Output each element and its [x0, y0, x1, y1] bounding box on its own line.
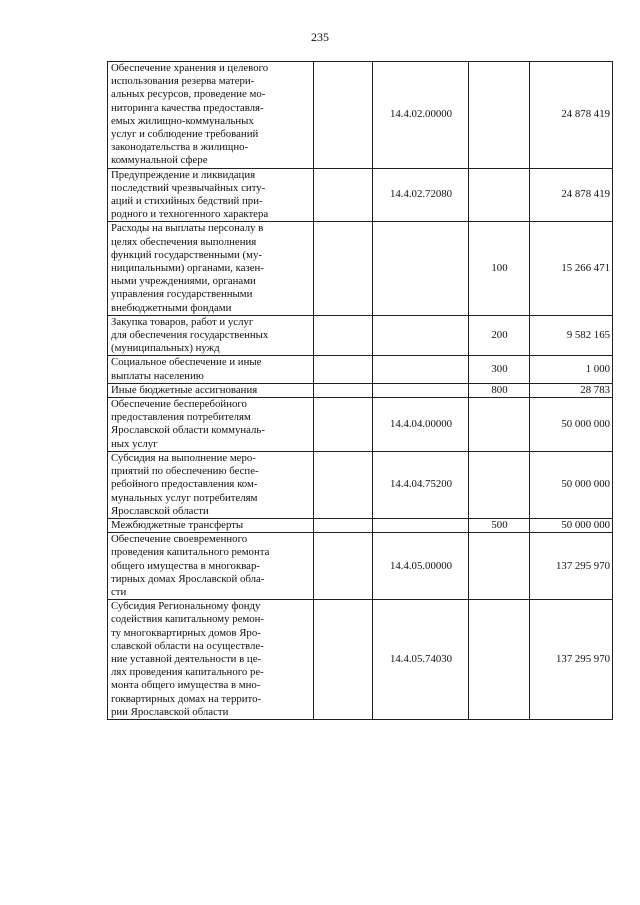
row-type [469, 398, 530, 452]
row-name: Иные бюджетные ассигнования [108, 383, 314, 397]
row-amount: 9 582 165 [530, 315, 613, 356]
row-type: 800 [469, 383, 530, 397]
row-type [469, 533, 530, 600]
row-section [314, 451, 373, 518]
row-amount: 137 295 970 [530, 533, 613, 600]
row-name: Обеспечение бесперебойного предоставления потребителям Ярославской области коммуналь- ных услуг [108, 398, 314, 452]
row-type: 300 [469, 356, 530, 383]
row-name: Предупреждение и ликвидация последствий чрезвычайных ситу- аций и стихийных бедствий при- родного и техногенного характера [108, 168, 314, 222]
row-type: 500 [469, 518, 530, 532]
row-section [314, 518, 373, 532]
row-section [314, 600, 373, 720]
row-name: Межбюджетные трансферты [108, 518, 314, 532]
table-row [108, 62, 613, 169]
page-number: 235 [311, 30, 329, 44]
row-name: Субсидия Региональному фонду содействия капитальному ремон- ту многоквартирных домов Яро- славской области на осуществле- ние уставной деятельности в це- лях проведения капитального ре- монта общего имущества в мно- гоквартирных домах на террито- рии Ярославской области [108, 600, 314, 720]
row-type [469, 451, 530, 518]
table-row [108, 600, 613, 720]
table-row [108, 518, 613, 532]
row-section [314, 398, 373, 452]
row-amount: 50 000 000 [530, 518, 613, 532]
table-row [108, 451, 613, 518]
row-code [373, 315, 469, 356]
row-code [373, 383, 469, 397]
table-row [108, 398, 613, 452]
row-type: 200 [469, 315, 530, 356]
table-row [108, 222, 613, 315]
row-amount: 137 295 970 [530, 600, 613, 720]
row-name: Социальное обеспечение и иные выплаты населению [108, 356, 314, 383]
row-amount: 24 878 419 [530, 62, 613, 169]
row-type: 100 [469, 222, 530, 315]
row-section [314, 383, 373, 397]
row-type [469, 168, 530, 222]
row-section [314, 168, 373, 222]
row-section [314, 533, 373, 600]
row-type [469, 62, 530, 169]
budget-table [107, 61, 613, 720]
row-amount: 24 878 419 [530, 168, 613, 222]
table-row [108, 356, 613, 383]
row-amount: 28 783 [530, 383, 613, 397]
row-amount: 50 000 000 [530, 398, 613, 452]
row-code: 14.4.04.00000 [373, 398, 469, 452]
row-section [314, 62, 373, 169]
row-section [314, 356, 373, 383]
row-name: Расходы на выплаты персоналу в целях обеспечения выполнения функций государственными (му- ниципальными) органами, казен- ными учреждениями, органами управления государственными внебюджетными фондами [108, 222, 314, 315]
row-code [373, 518, 469, 532]
row-name: Субсидия на выполнение меро- приятий по обеспечению беспе- ребойного предоставления ком- мунальных услуг потребителям Ярославской области [108, 451, 314, 518]
row-code [373, 356, 469, 383]
table-row [108, 168, 613, 222]
row-code: 14.4.05.00000 [373, 533, 469, 600]
row-name: Обеспечение хранения и целевого использования резерва матери- альных ресурсов, проведение мо- ниторинга качества предоставля- емых жилищно-коммунальных услуг и соблюдение требований законодательства в жилищно- коммунальной сфере [108, 62, 314, 169]
row-name: Закупка товаров, работ и услуг для обеспечения государственных (муниципальных) нужд [108, 315, 314, 356]
table-row [108, 315, 613, 356]
table-row [108, 383, 613, 397]
row-code: 14.4.04.75200 [373, 451, 469, 518]
row-type [469, 600, 530, 720]
row-code: 14.4.05.74030 [373, 600, 469, 720]
row-amount: 50 000 000 [530, 451, 613, 518]
row-code: 14.4.02.72080 [373, 168, 469, 222]
table-row [108, 533, 613, 600]
row-section [314, 222, 373, 315]
row-amount: 1 000 [530, 356, 613, 383]
row-code [373, 222, 469, 315]
row-code: 14.4.02.00000 [373, 62, 469, 169]
row-name: Обеспечение своевременного проведения капитального ремонта общего имущества в многоквар- тирных домах Ярославской обла- сти [108, 533, 314, 600]
row-section [314, 315, 373, 356]
row-amount: 15 266 471 [530, 222, 613, 315]
